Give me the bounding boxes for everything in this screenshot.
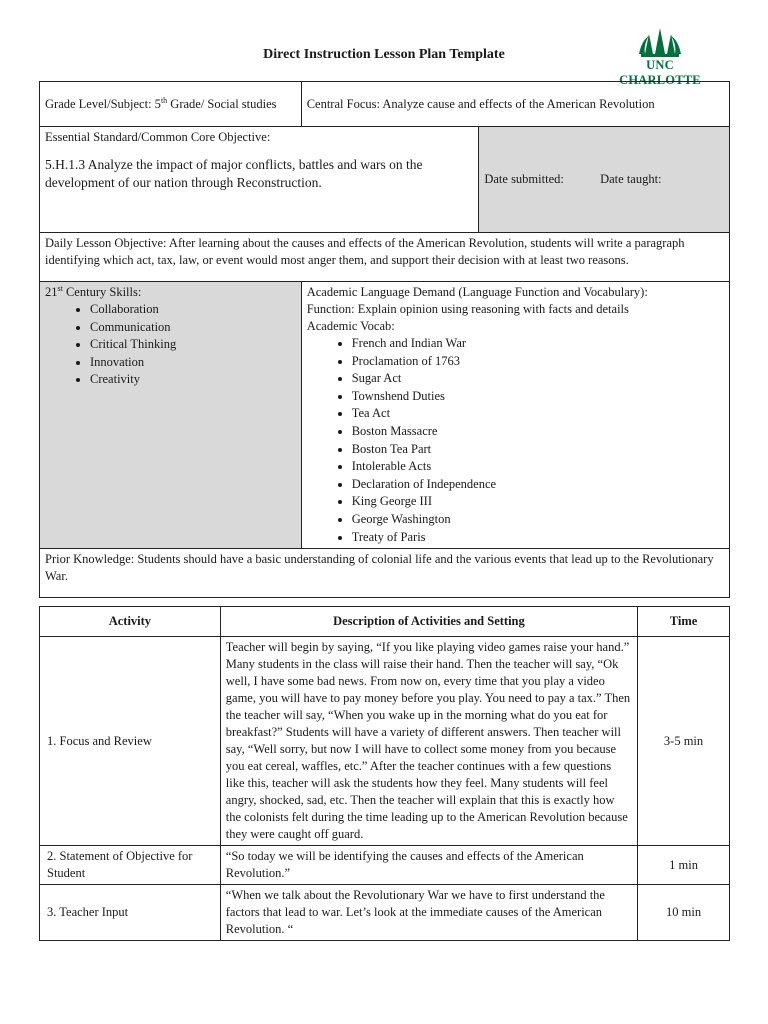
- prior-knowledge: Prior Knowledge: Students should have a basic understanding of colonial life and the various events that lead up to the Revolutionary War.: [40, 549, 730, 598]
- skill-item: • Communication: [90, 319, 296, 337]
- table-row: [40, 637, 730, 846]
- time-cell: 3-5 min: [638, 637, 730, 846]
- vocab-label: Academic Vocab:: [306, 319, 395, 333]
- skills-cell: [40, 282, 302, 549]
- description-header: Description of Activities and Setting: [220, 607, 637, 637]
- unc-charlotte-logo: [605, 24, 715, 87]
- time-cell: 10 min: [638, 885, 730, 941]
- date-cell: [479, 127, 730, 233]
- vocab-item: • Proclamation of 1763: [352, 353, 724, 371]
- time-cell: 1 min: [638, 846, 730, 885]
- language-cell: [301, 282, 729, 549]
- vocab-item: • Townshend Duties: [352, 388, 724, 406]
- activity-header: Activity: [40, 607, 221, 637]
- page-title: Direct Instruction Lesson Plan Template: [263, 47, 505, 62]
- vocab-item: • George Washington: [352, 511, 724, 529]
- activity-cell: 3. Teacher Input: [40, 885, 221, 941]
- function-text: Function: Explain opinion using reasoning with facts and details: [306, 302, 629, 316]
- table-row: [40, 885, 730, 941]
- date-taught-label: Date taught:: [600, 172, 662, 186]
- table-row: [40, 846, 730, 885]
- skill-item: • Collaboration: [90, 301, 296, 319]
- description-cell: “When we talk about the Revolutionary War we have to first understand the factors that lead to war. Let’s look at the immediate causes of the American Revolution. “: [220, 885, 637, 941]
- vocab-item: • King George III: [352, 493, 724, 511]
- grade-sup: th: [160, 95, 168, 105]
- skill-item: • Innovation: [90, 354, 296, 372]
- vocab-item: • Treaty of Paris: [352, 529, 724, 547]
- logo-text: UNC CHARLOTTE: [619, 58, 701, 87]
- standard-label: Essential Standard/Common Core Objective:: [45, 130, 271, 144]
- skills-label-b: Century Skills:: [62, 285, 142, 299]
- skills-label: [45, 284, 296, 301]
- lesson-plan-table: [39, 81, 730, 598]
- grade-label: Grade Level/Subject: 5: [45, 96, 161, 111]
- vocab-item: • Intolerable Acts: [352, 458, 724, 476]
- grade-level-cell: [40, 82, 302, 127]
- activities-table: [39, 606, 730, 941]
- activity-cell: 1. Focus and Review: [40, 637, 221, 846]
- standard-text: 5.H.1.3 Analyze the impact of major conflicts, battles and wars on the development of our nation through Reconstruction.: [45, 157, 423, 190]
- vocab-item: • Declaration of Independence: [352, 476, 724, 494]
- skill-item: • Creativity: [90, 371, 296, 389]
- vocab-item: • Sugar Act: [352, 370, 724, 388]
- vocab-item: • Boston Massacre: [352, 423, 724, 441]
- time-header: Time: [638, 607, 730, 637]
- description-cell: “So today we will be identifying the causes and effects of the American Revolution.”: [220, 846, 637, 885]
- skills-label-a: 21: [45, 285, 58, 299]
- date-submitted-label: Date submitted:: [484, 172, 564, 186]
- skill-item: • Critical Thinking: [90, 336, 296, 354]
- vocab-item: • Tea Act: [352, 405, 724, 423]
- skills-label-sup: st: [57, 283, 63, 293]
- crown-leaf-icon: [605, 24, 715, 58]
- activity-cell: 2. Statement of Objective for Student: [40, 846, 221, 885]
- language-demand: Academic Language Demand (Language Function and Vocabulary):: [306, 285, 648, 299]
- skills-list: [45, 301, 296, 389]
- vocab-item: • Boston Tea Part: [352, 441, 724, 459]
- standard-cell: [40, 127, 479, 233]
- description-cell: Teacher will begin by saying, “If you like playing video games raise your hand.” Many students in the class will raise their hand. Then the teacher will say, “Ok well, I have some bad news. From now on, every time that you play a video game, you will have to pay money before you play. You need to pay a tax.” Then the teacher will say, “When you wake up in the morning what do you eat for breakfast?” Students will have a variety of different answers. Then teacher will say, “Well sorry, but now I will have to collect some money from you because you eat cereal, waffles, etc.” After the teacher continues with a few questions like this, teacher will ask the students how they feel. Many students will feel angry, shocked, sad, etc. Then the teacher will explain that this is exactly how the colonists felt during the time leading up to the American Revolution because they were caught off guard.: [220, 637, 637, 846]
- vocab-item: • French and Indian War: [352, 335, 724, 353]
- central-focus: Central Focus: Analyze cause and effects of the American Revolution: [301, 82, 729, 127]
- vocab-list: [307, 335, 724, 546]
- daily-objective: Daily Lesson Objective: After learning about the causes and effects of the American Revolution, students will write a paragraph identifying which act, tax, law, or event would most anger them, and support their decision with at least two reasons.: [40, 233, 730, 282]
- grade-rest: Grade/ Social studies: [167, 96, 277, 111]
